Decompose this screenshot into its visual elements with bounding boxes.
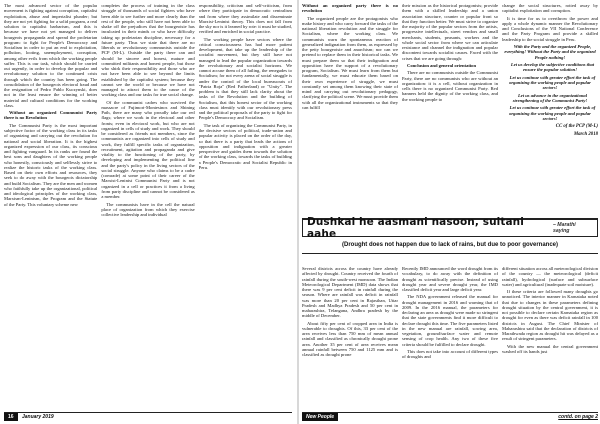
right-page-bottom-columns bbox=[302, 266, 598, 406]
paragraph: The NDA government released the manual for drought management in 2016 and warning that of 2009. In the 2016 manual, the parameters for declaring an area as drought were made so stringent that the state governments find it more difficult to declare drought this time. The five parameters listed in the new manual are rainfall, sowing area, vegetation, ground/surface water and remote sensing of crop health. Any two of these five criteria should be fulfilled to declare drought. bbox=[402, 294, 498, 347]
paragraph: About fifty per cent of cropped area in India is vulnerable to droughts. Of this, 33 per cent of the area receives less than 750 mm of mean annual rainfall and classified as chronically drought prone area. Another 35 per cent of area receives mean annual rainfall between 750 and 1125 mm and is classified as drought prone bbox=[302, 320, 398, 358]
left-page bbox=[0, 0, 296, 424]
issue-date: January 2019 bbox=[21, 414, 54, 420]
paragraph: The Communist Party is the most important subjective factor of the working class in its tasks of organizing and carrying out the revolution for national and social liberation. It is the highest organized expression of our class, its conscious and fighting vanguard. In its ranks are found the best sons and daughters of the working people who honestly, consciously and selflessly strive to realize the historic tasks of the working class. Based on their own efforts and resources, they seek to do away with the bourgeois dictatorship and build Socialism. They are the men and women who faithfully take up the organizational, political and ideological principles of the working class, Marxism-Leninism, the Program and the Statute of the Party. This voluntary scheme new bbox=[4, 122, 98, 207]
right-page bbox=[300, 0, 600, 424]
paragraph: Recently IMD announced the word drought from its vocabulary, to do away with the definition of drought as scientifically precise. Instead of using drought year and severe drought year, the IMD classified deficit year and large deficit year. bbox=[402, 266, 498, 292]
paragraph: The task of organizing the Communist Party, in the decisive sectors of political, trade-union and popular activity is placed on the order of the day, so that there is a party that leads the actions of opposition and indignation with a greater perspective and guides them towards the solution of the working class, towards the tasks of building a People's Democratic and Socialist Republic in Peru. bbox=[198, 122, 292, 170]
article-column-1 bbox=[302, 3, 398, 217]
article-column-3 bbox=[199, 3, 292, 407]
article-title-banner bbox=[302, 216, 598, 240]
paragraph: The most advanced sector of the popular movement is fighting against corruption, capitalist exploitation, abuse and imperialist plunder; but they are not yet fighting for a solid program, a real solution to capitalist barbarism, and this is because we have not yet managed to deliver bourgeois propaganda and spread the proletarian program: to fight for People's Democracy and Socialism in order to put an end to exploitation, pollution, looting, unemployment, corruption, among other evils from which the working people suffer. This is our task, which should be carried out urgently, in order to develop the popular and revolutionary solution to the continued crisis through which the country has been going. The consolidation of the bourgeois electoral fraud and the resignation of Pedro Pablo Kuczynski, does not in the least ensure the winning of better material and cultural conditions for the working class. bbox=[4, 3, 98, 108]
article-column-3 bbox=[502, 266, 598, 406]
signature-date: March 2018 bbox=[573, 132, 598, 138]
page-number: 16 bbox=[4, 413, 18, 421]
paragraph: The communists have in the cell the natural place of organization from which they exercise collective leadership and individual bbox=[101, 201, 195, 218]
left-page-columns bbox=[4, 3, 292, 407]
paragraph: This does not take into account of different types of droughts and bbox=[402, 349, 498, 360]
paragraph: different situation across all meteorological division of the country — the meteorological (deficit rainfall), hydrological (surface and subsurface water) and agricultural (inadequate soil moisture). bbox=[502, 266, 598, 287]
section-heading: Without an organized party there is no revolution bbox=[302, 3, 398, 14]
left-page-footer bbox=[4, 412, 292, 421]
paragraph: their mission as the historical protagonists; provide them with a skilled leadership and a union association structure, counter or popular front so that they function better. We must strive to organize the majority of the popular sectors from the artists, progressive intellectuals, street vendors and small merchants, students, peasants, workers and the whole social sector from where we can articulate resistance and channel the indignation and popular discontent towards socialist causes. Faced with the crises that we are going through: bbox=[402, 3, 498, 61]
divider bbox=[302, 253, 598, 254]
article-column-2 bbox=[101, 3, 194, 407]
paragraph: Of the communist cadres who survived the massacre of Fujimori-Montesinos and Shining Path, there are many who proudly take our red flags; where we work in the electoral and other fronts; even in electoral work, but who are not organized in cells of study and work. They should be considered as friends not members, since the communists are organized into cells of study and work, they fulfill specific tasks of organization, recruitment, agitation and propaganda and give vitality to the functioning of the party, by developing and implementing the political line and the party's policy in the living sectors of the social struggle. Anyone who claims to be a cadre (comrade) at some point of their career of the Marxist-Leninist Communist Party and is not organized in a cell or practices it from a living from party discipline and cannot be considered as a member. bbox=[101, 99, 195, 200]
slogan: Let us develop the subjective conditions that ensure the popular solution! bbox=[510, 62, 595, 73]
paragraph: responsibility, criticism and self-criticism, from where they participate in democratic centralism and from where they assimilate and disseminate Marxist-Leninist theory. This does not fall from the sky nor is it learned by rote: it must be studied, verified and enriched in social practice. bbox=[198, 3, 292, 35]
article-column-1 bbox=[4, 3, 97, 407]
slogan: With the Party and the organized People, everything! Without the Party and the organized People nothing! bbox=[504, 44, 596, 60]
article-column-2 bbox=[402, 266, 498, 406]
section-heading: Conclusion and general orientation bbox=[407, 62, 477, 68]
article-column-3 bbox=[502, 3, 598, 217]
paragraph: Several districts across the country have already affected by drought. Country received the fourth of rainfall during the south-west monsoon. The Indian Meteorological Department (IMD) data shows that there was 9 per cent deficit in rainfall during the season. Where are rainfall was deficit in rainfall was more than 20 per cent in Rajasthan, Uttar Pradesh and Madhya Pradesh and 50 per cent in maharashtra, Telangana, Andhra pradesh by the middle of December. bbox=[302, 266, 398, 319]
slogan: Let us advance in the organizational strengthening of the Communist Party! bbox=[512, 92, 588, 103]
paragraph: It is time for us to overthrow the power and apply a whole dynamic manner the Revolutionary and Conclusions of the VII National Conference and the Party Program and provide a skilled leadership to the social struggle in Peru. bbox=[502, 15, 598, 42]
paragraph: With the new manual the central government washed off its hands just bbox=[502, 343, 598, 355]
signature-author: CC of the PCP (M-L) bbox=[555, 124, 598, 130]
title-source: – Marathi saying bbox=[552, 222, 576, 234]
article-title: Dushkal he aasmani nasoon, sultani aahe bbox=[307, 216, 524, 240]
slogan: Let us continue with greater effort the task of organizing the working people and popular sectors! bbox=[509, 74, 596, 91]
paragraph: completes the process of training in the class struggle of thousands of social fighters who have been able to see further and more clearly than the rest of the people, who still have not been able to shake off the prejudices that the bourgeoisie has inculcated in their minds or who have difficulty taking up proletarian discipline, necessary for a future party. Thus we state that there are no liberals or revolutionary communists outside the PCP (M-L). Outside the party there can and should be sincere and honest, mature and committed militants and honest people, but those who shirk their responsibility and those who are not have been able to see beyond the limits established by the capitalist system; because they cannot see the world or because we have not managed to attract them to the cause of the working class and our tasks for true social change. bbox=[101, 3, 195, 98]
paragraph: The organized people are the protagonists who make history and who carry forward the tasks of the national liberation revolution and the struggle for Socialism, where the working class. We communists warn the spontaneous reaction of generalized indignation from them, as expressed by the petty bourgeoisie and anarchism; nor can we pretend to replace them in their historical tasks. We must prepare them so that their indignation and opposition have the support of a revolutionary program, Socialism. We must learn from them but fundamentally, we must educate them based on their own experience of struggle, we must constantly set among them knowing their state of mind and carrying out revolutionary pedagogy, clarifying the political scene. We must provide them with all the organizational instruments so that they can fulfill bbox=[302, 15, 398, 110]
article-subtitle: (Drought does not happen due to lack of rains, but due to poor governance) bbox=[341, 242, 558, 248]
paragraph: The working people have sectors where the critical consciousness has had more patient development, that take up the leadership of the socialist movement, but they still have not managed to lead the popular organization towards the revolutionary and socialist horizons. We cannot accuse them of all failing, the renegades to Socialism; for not every arena of social struggle is under the control of the local bureaucrats of "Patria Roja" (Red Fatherland) or "Unity". The problem is that they still lack clarity about the tasks of the Revolution and the building of Socialism, that this honest sector of the working class must identify with our revolutionary press and the political proposals of the party to fight for People's Democracy and Socialism. bbox=[198, 36, 292, 121]
right-page-top-columns bbox=[302, 3, 598, 217]
article-column-2 bbox=[402, 3, 498, 217]
paragraph: change the social structures, rotted away by capitalist exploitation and corruption. bbox=[502, 3, 598, 14]
continued-link[interactable]: contd. on page 2 bbox=[558, 414, 598, 420]
slogan: Let us continue with greater effort the task of organizing the working people and popular sectors! bbox=[509, 105, 596, 121]
paragraph: There are no communists outside the Communist Party, there are no communists who are without an organization: it is a cell, without organization in cells there is no organized Communist Party. Red banners held the dignity of the working class, and the working people to bbox=[402, 70, 498, 102]
right-page-footer bbox=[302, 412, 598, 421]
publication-name: New People bbox=[302, 413, 338, 421]
page-gutter bbox=[297, 0, 299, 424]
paragraph: If these criteria are followed many droughts go unnoticed. The interior manner in Karnataka noted that due to changes in these parameters defining drought situation by the central government, it is not possible to declare certain Karnataka region as drought for even as there was deficit rainfall in 100 districts in August. The Chief Minister of Maharashtra said that the declaration of districts of Marathwada region as drought hit was delayed as a result of stringent parameters. bbox=[502, 289, 598, 342]
article-column-1 bbox=[302, 266, 398, 406]
section-heading: Without an organized Communist Party there is no Revolution bbox=[4, 110, 98, 121]
